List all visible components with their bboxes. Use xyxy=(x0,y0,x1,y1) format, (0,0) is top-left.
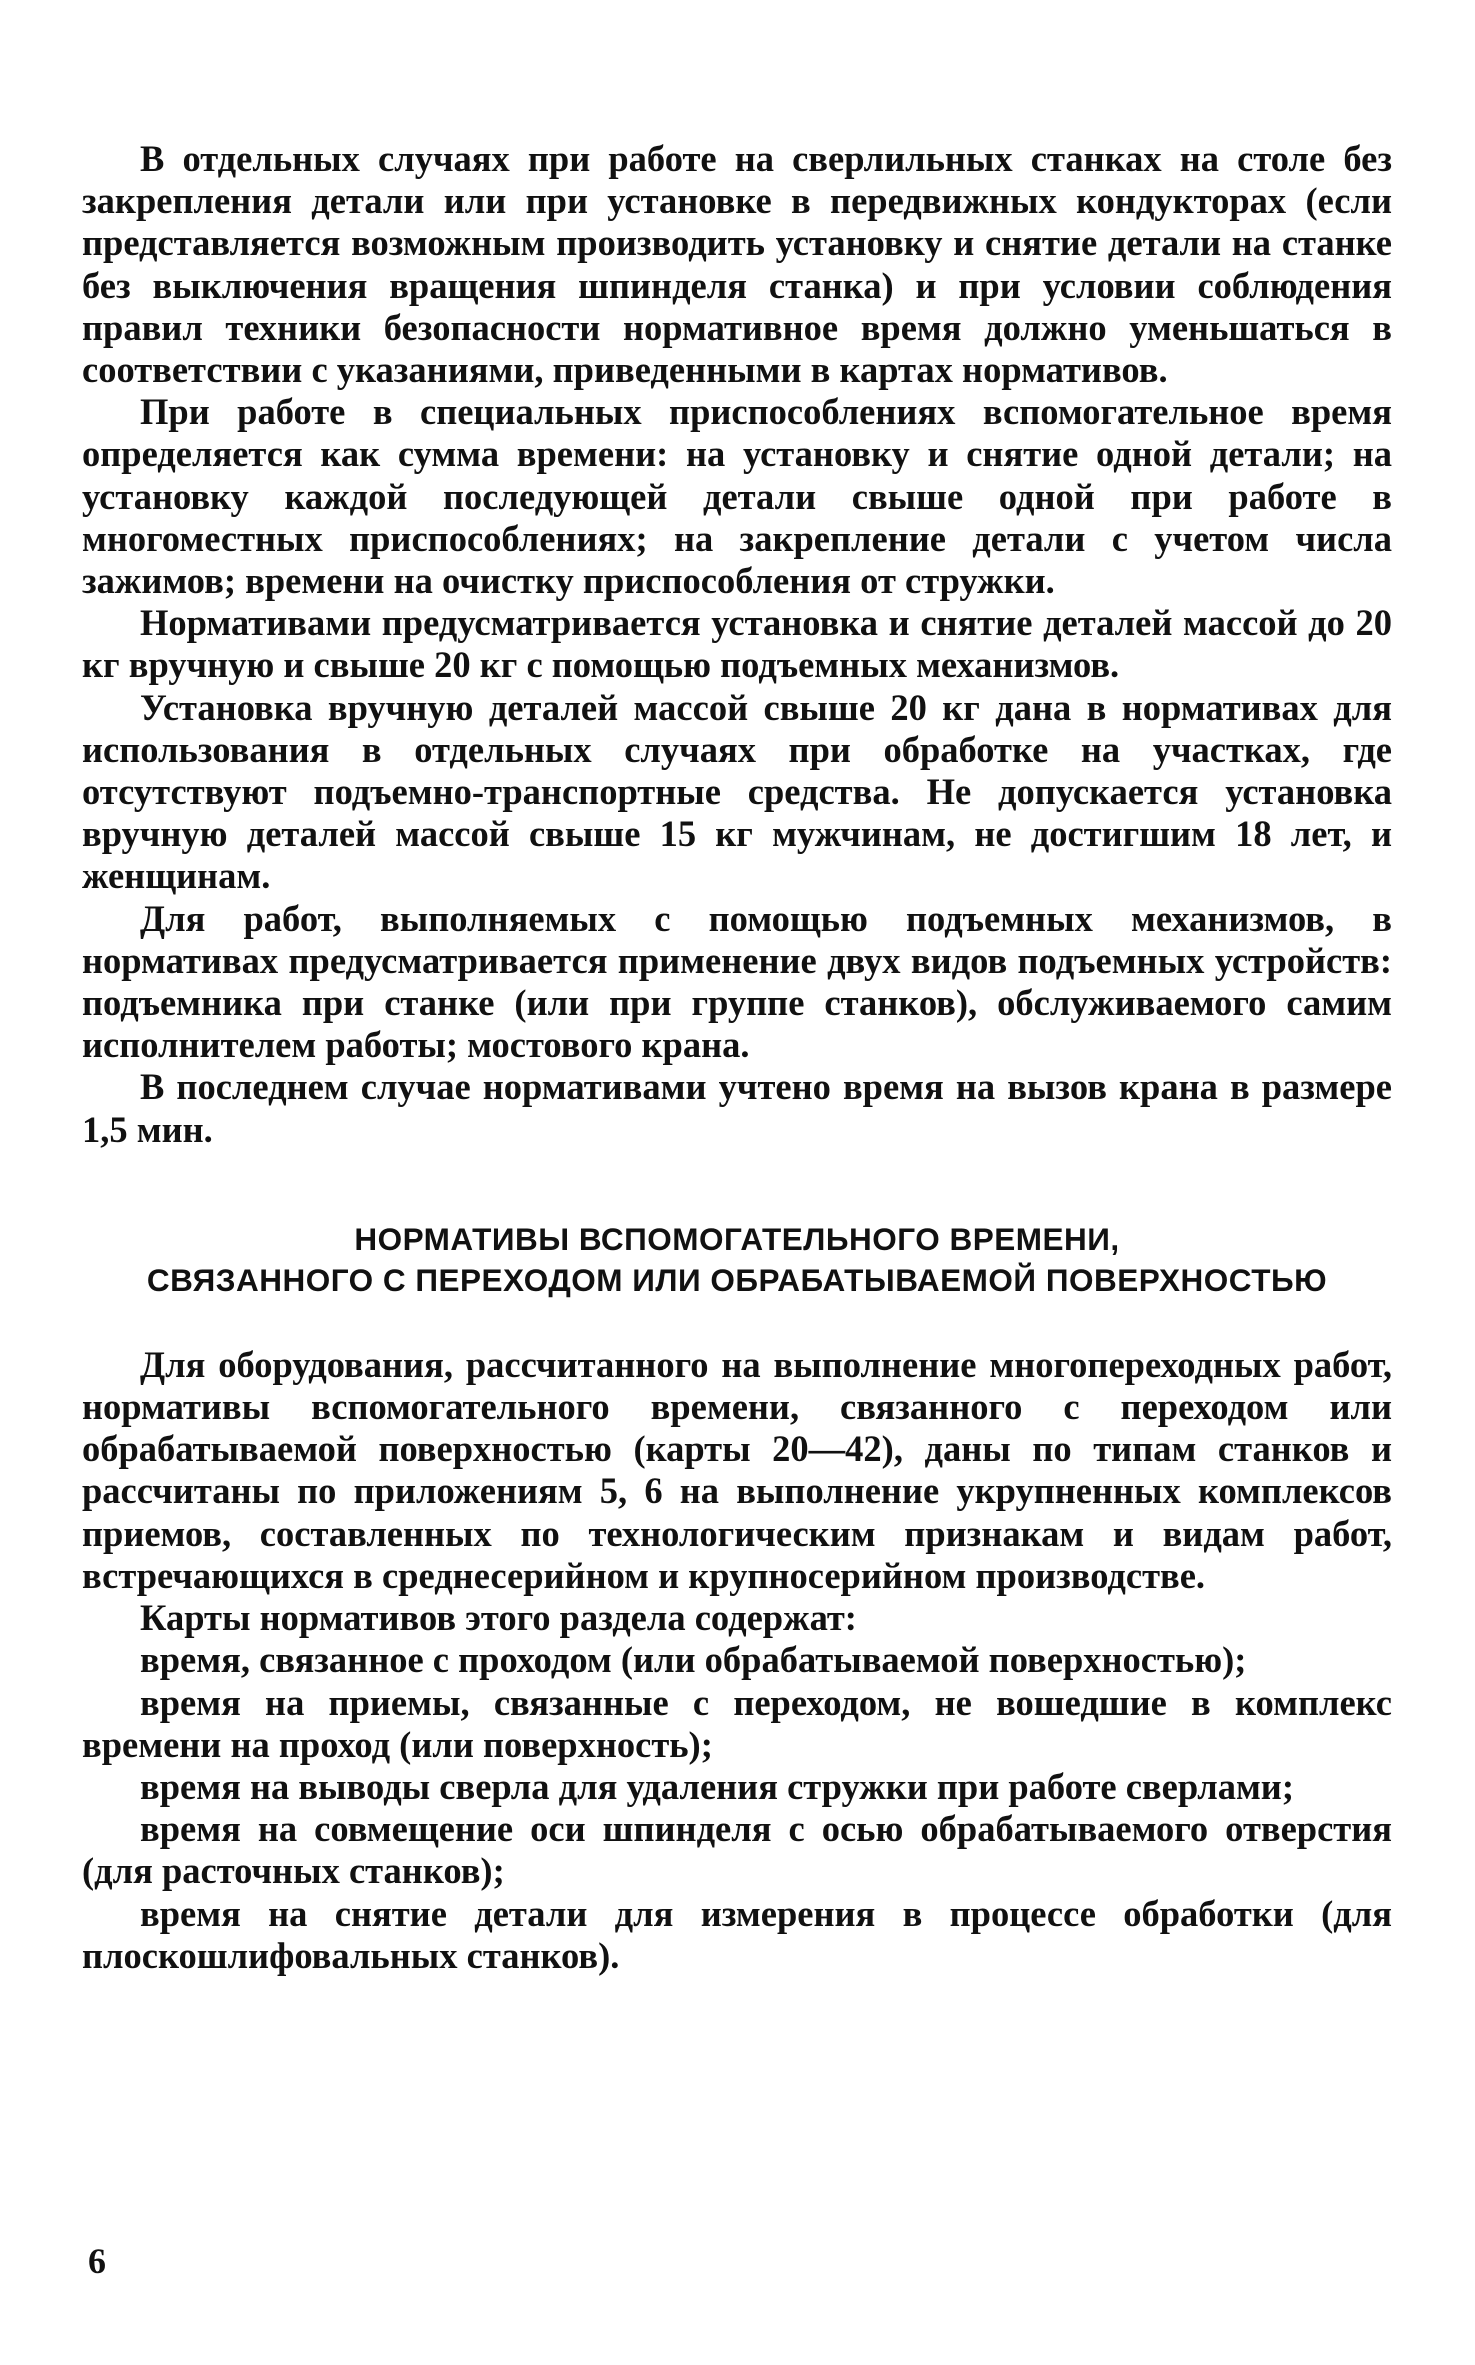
paragraph: Установка вручную деталей массой свыше 20 кг дана в нормативах для использования в отдельных случаях при обработке на участках, где отсутствуют подъемно-транспортные средства. Не допускается установка вручную деталей массой свыше 15 кг мужчинам, не достигшим 18 лет, и женщинам. xyxy=(82,686,1392,897)
section-heading-line-2: СВЯЗАННОГО С ПЕРЕХОДОМ ИЛИ ОБРАБАТЫВАЕМОЙ ПОВЕРХНОСТЬЮ xyxy=(146,1261,1328,1298)
list-item: время на совмещение оси шпинделя с осью обрабатываемого отверстия (для расточных станков); xyxy=(82,1808,1392,1892)
list-item: время на приемы, связанные с переходом, не вошедшие в комплекс времени на проход (или поверхность); xyxy=(82,1681,1392,1765)
page-number: 6 xyxy=(88,2241,106,2281)
paragraph: Для оборудования, рассчитанного на выполнение многопереходных работ, нормативы вспомогательного времени, связанного с переходом или обрабатываемой поверхностью (карты 20—42), даны по типам станков и рассчитаны по приложениям 5, 6 на выполнение укрупненных комплексов приемов, составленных по технологическим признакам и видам работ, встречающихся в среднесерийном и крупносерийном производстве. xyxy=(82,1343,1392,1596)
paragraph: Для работ, выполняемых с помощью подъемных механизмов, в нормативах предусматривается применение двух видов подъемных устройств: подъемника при станке (или при группе станков), обслуживаемого самим исполнителем работы; мостового крана. xyxy=(82,897,1392,1066)
paragraph: При работе в специальных приспособлениях вспомогательное время определяется как сумма времени: на установку и снятие одной детали; на установку каждой последующей детали свыше одной при работе в многоместных приспособлениях; на закрепление детали с учетом числа зажимов; времени на очистку приспособления от стружки. xyxy=(82,391,1392,602)
list-item: время на выводы сверла для удаления стружки при работе сверлами; xyxy=(140,1765,1294,1807)
section-heading-line-1: НОРМАТИВЫ ВСПОМОГАТЕЛЬНОГО ВРЕМЕНИ, xyxy=(354,1220,1120,1257)
paragraph: Нормативами предусматривается установка и снятие деталей массой до 20 кг вручную и свыше 20 кг с помощью подъемных механизмов. xyxy=(82,602,1392,686)
contents-list xyxy=(82,1639,1392,1977)
page-body xyxy=(82,138,1392,1977)
list-item: время, связанное с проходом (или обрабатываемой поверхностью); xyxy=(140,1639,1247,1681)
paragraph: Карты нормативов этого раздела содержат: xyxy=(140,1597,857,1639)
paragraph: В последнем случае нормативами учтено время на вызов крана в размере 1,5 мин. xyxy=(82,1066,1392,1150)
paragraph: В отдельных случаях при работе на сверлильных станках на столе без закрепления детали или при установке в передвижных кондукторах (если представляется возможным производить установку и снятие детали на станке без выключения вращения шпинделя станка) и при условии соблюдения правил техники безопасности нормативное время должно уменьшаться в соответствии с указаниями, приведенными в картах нормативов. xyxy=(82,138,1392,391)
section-heading xyxy=(82,1219,1392,1301)
list-item: время на снятие детали для измерения в процессе обработки (для плоскошлифовальных станков). xyxy=(82,1892,1392,1976)
